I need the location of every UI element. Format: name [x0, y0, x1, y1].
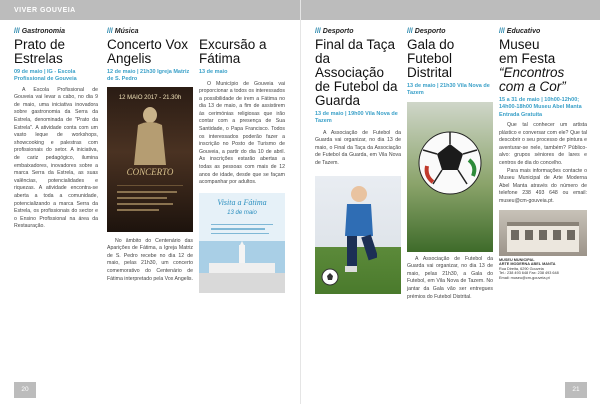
poster-date: 12 MAIO 2017 - 21.30h — [118, 94, 182, 101]
category-label: /// Desporto — [407, 28, 446, 35]
article-body: A Escola Profissional de Gouveia vai levar a cabo, no dia 9 de maio, uma iniciativa inovadora sobre gastronomia da Serra da Estrela, denominada de "Prato da Estrela". A atividade conta com um vasto leque de workshops, showcooking e palestras com profissionais do setor. A iniciativa, de cariz pedagógico, ilumina embaixadores, inovadores sobre a marca Serra da Estrela, as suas valências, potencialidades e riquezas. A atividade encontra-se aberta a toda a comunidade, potencializando a marca Serra da Estrela, os profissionais do sector e o Ensino Profissional na área da Restauração. — [14, 86, 98, 230]
desporto-taca-article — [315, 28, 401, 294]
article-body: A Associação de Futebol da Guarda vai organizar, no dia 13 de maio, pelas 21h30, a Gala do Futebol, em Vila Nova de Tazem. No jantar da Gala vão ser entregues prémios do Futebol Distrital. — [407, 255, 493, 300]
article-title: Prato de Estrelas — [14, 36, 66, 66]
football-photo — [407, 102, 493, 252]
poster-title: Visita a Fátima — [217, 197, 267, 207]
statue-icon — [130, 105, 170, 167]
section-tag: VIVER GOUVEIA — [14, 7, 76, 14]
poster-details — [117, 185, 183, 221]
header-bar — [0, 0, 300, 20]
category-label: /// Desporto — [315, 28, 354, 35]
article-title: Concerto Vox Angelis — [107, 36, 189, 66]
article-title: Museu em Festa “Encontros com a Cor” — [499, 36, 566, 94]
poster-date: 13 de maio — [227, 209, 257, 216]
article-title: Final da Taça da Associação de Futebol da Guarda — [315, 36, 398, 108]
article-body: Que tal conhecer um artista plástico e conversar com ele? Que tal descobrir o seu processo de pintura e aventurar-se nele, também? Público-alvo: grupos séniores de lares e centros de dia do concelho. Para mais informações contacte o Museu Municipal de Arte Moderna Abel Manta através do número de telefone 238 493 648 ou email: museu@cm-gouveia.pt. — [499, 122, 587, 205]
musica-article — [107, 28, 193, 283]
article-title: Excursão a Fátima — [199, 37, 267, 66]
article-meta: 13 de maio | 19h00 Vila Nova de Tazem — [315, 110, 398, 125]
article-meta: 13 de maio | 21h30 Vila Nova de Tazem — [407, 82, 490, 97]
page-number: 21 — [565, 382, 587, 398]
article-body: A Associação de Futebol da Guarda vai organizar, no dia 13 de maio, o Final da Taça da Associação de Futebol da Guarda, em Vila Nova de Tazem. — [315, 129, 401, 166]
header-bar — [301, 0, 600, 20]
poster-text-lines — [211, 221, 273, 235]
category-label: /// Música — [107, 28, 139, 35]
article-meta: 15 a 31 de maio | 10h00-12h00; 14h00-18h00 Museu Abel Manta Entrada Gratuita — [499, 96, 582, 118]
category-label: /// Educativo — [499, 28, 541, 35]
player-icon — [341, 184, 377, 284]
category-label: /// Gastronomia — [14, 28, 65, 35]
article-body: No âmbito do Centenário das Aparições de Fátima, a Igreja Matriz de S. Pedro recebe no dia 12 de maio, pelas 21h30, um concerto comemorativo do Centenário de Fátima interpretado pela Vox Angelis. — [107, 237, 193, 282]
sanctuary-icon — [199, 241, 285, 293]
page-number: 20 — [14, 382, 36, 398]
article-meta: 09 de maio | IG - Escola Profissional de Gouveia — [14, 68, 77, 83]
article-meta: 13 de maio — [199, 69, 228, 75]
kid-football-photo — [315, 176, 401, 294]
article-title: Gala do Futebol Distrital — [407, 36, 455, 80]
educativo-article — [499, 28, 587, 281]
desporto-gala-article — [407, 28, 493, 301]
article-body: O Município de Gouveia vai proporcionar a todos os interessados a possibilidade de irem a Fátima no dia 13 de maio, a fim de assistirem às cerimónias religiosas que irão contar com a presença de Sua Santidade, o Papa Francisco. Todos os interessados poderão fazer a inscrição no Posto de Turismo de Gouveia, a partir do dia 10 de abril. As inscrições estarão abertas a todas as pessoas com mais de 12 anos de idade, desde que se façam acompanhar por adultos. — [199, 80, 285, 186]
museum-address: MUSEU MUNICIPAL ARTE MODERNA ABEL MANTA Rua Direita, 6290 Gouveia Tel.: 238 493 648 Fax: 238 493 648 Email: museu@cm-gouveia.pt — [499, 257, 559, 280]
museum-building-icon — [507, 216, 579, 252]
gastronomia-article — [14, 28, 98, 231]
museum-photo — [499, 210, 587, 256]
ball-icon — [321, 268, 339, 286]
football-icon — [417, 130, 483, 196]
excursao-article — [199, 28, 285, 293]
article-meta: 12 de maio | 21h30 Igreja Matriz de S. Pedro — [107, 68, 190, 83]
concert-poster-image — [107, 87, 193, 232]
right-page — [300, 0, 600, 404]
poster-title: CONCERTO — [126, 166, 174, 177]
fatima-poster-image — [199, 193, 285, 293]
